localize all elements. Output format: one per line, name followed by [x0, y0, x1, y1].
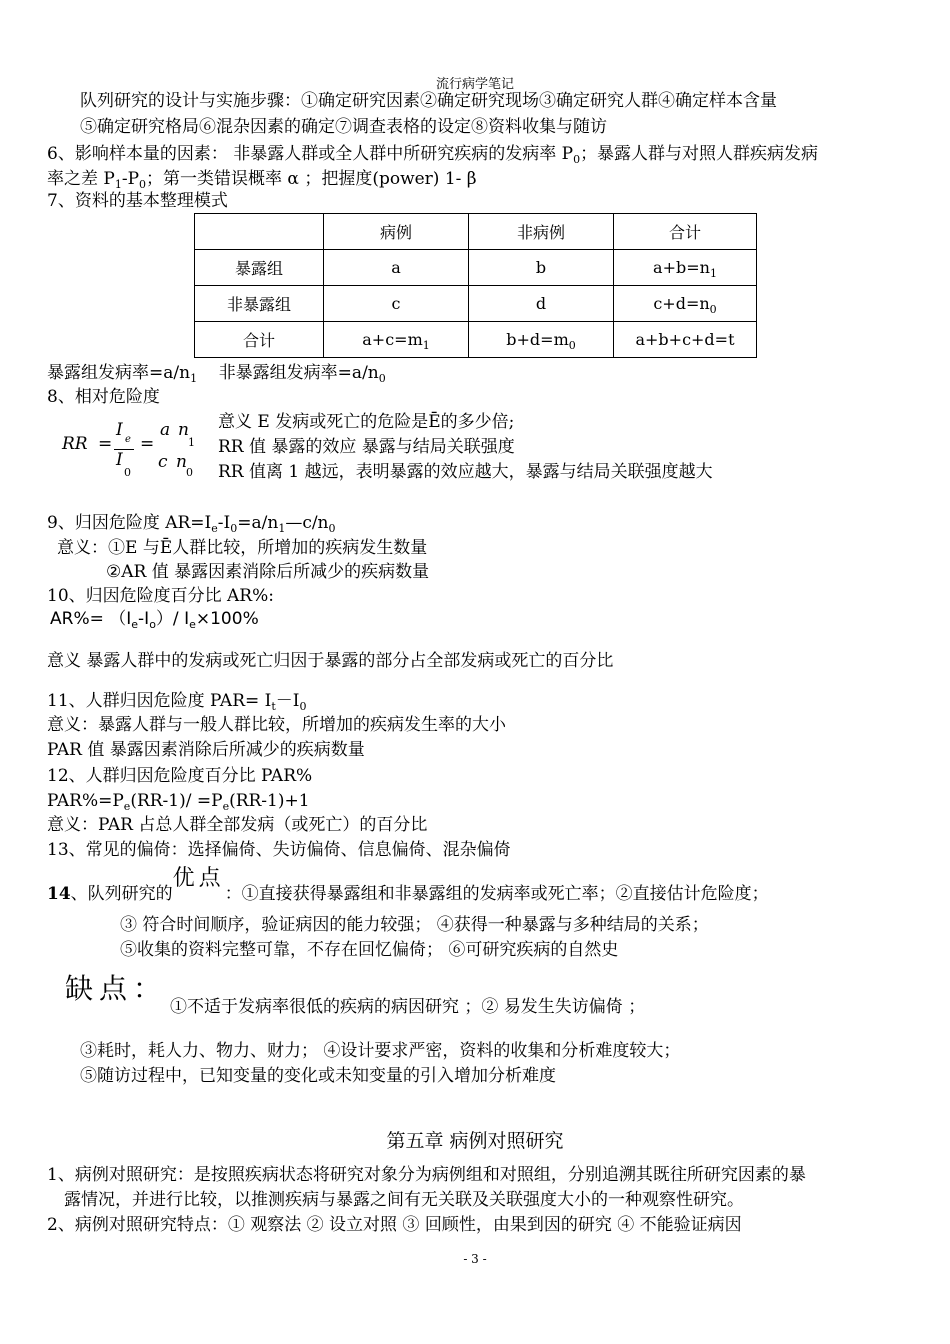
table-cell: d [469, 286, 614, 322]
rr-meaning-3: RR 值离 1 越远，表明暴露的效应越大，暴露与结局关联强度越大 [218, 462, 713, 482]
item-14-line-1: 14、队列研究的优点：①直接获得暴露组和非暴露组的发病率或死亡率；②直接估计危险度； [47, 866, 769, 904]
table-cell: b [469, 250, 614, 286]
item-8-heading: 8、相对危险度 [47, 387, 160, 407]
chapter5-item-1-line-1: 1、病例对照研究：是按照疾病状态将研究对象分为病例组和对照组，分别追溯其既往所研究因素的暴 [47, 1165, 806, 1185]
rr-meaning-1: 意义 E 发病或死亡的危险是Ē的多少倍; [218, 412, 515, 432]
item-9-meaning-1: 意义：①E 与Ē人群比较，所增加的疾病发生数量 [57, 538, 428, 558]
item-9-heading: 9、归因危险度 $AR=I_e-I_0=a/n_1—c/n_0$ [47, 513, 336, 535]
item-6-line-1: 6、影响样本量的因素： 非暴露人群或全人群中所研究疾病的发病率 $P_0$；暴露人群与对照人群疾病发病 [47, 144, 819, 166]
table-row [195, 286, 757, 322]
disadvantages-heading: 缺点： [65, 972, 168, 1005]
table-cell: 合计 [195, 322, 324, 358]
table-cell: $a+c=m_1$ [324, 322, 469, 358]
item-11-meaning-2: PAR 值 暴露因素消除后所减少的疾病数量 [47, 740, 365, 760]
data-table [194, 213, 757, 358]
table-header-cell [195, 214, 324, 250]
table-cell: $c+d=n_0$ [614, 286, 757, 322]
item-11-heading: 11、人群归因危险度 $PAR= I_t-I_0$ [47, 691, 307, 713]
rr-formula: RR = I e I 0 = a n 1 c n 0 [62, 420, 195, 479]
table-row [195, 250, 757, 286]
table-row [195, 322, 757, 358]
page-number: - 3 - [463, 1252, 487, 1266]
item-10-meaning: 意义 暴露人群中的发病或死亡归因于暴露的部分占全部发病或死亡的百分比 [47, 651, 614, 671]
table-header-cell: 合计 [614, 214, 757, 250]
item-12-meaning: 意义：PAR 占总人群全部发病（或死亡）的百分比 [47, 815, 428, 835]
chapter5-item-1-line-2: 露情况，并进行比较，以推测疾病与暴露之间有无关联及关联强度大小的一种观察性研究。 [64, 1190, 744, 1210]
par-percent-formula: $PAR\%=P_e(RR-1)/ =P_e(RR-1)+1$ [47, 791, 310, 813]
item-10-heading: 10、归因危险度百分比 AR%: [47, 586, 274, 606]
chapter5-item-2-line: 2、病例对照研究特点：① 观察法 ② 设立对照 ③ 回顾性，由果到因的研究 ④ 不能验证病因 [47, 1215, 742, 1235]
rr-meaning-2: RR 值 暴露的效应 暴露与结局关联强度 [218, 437, 515, 457]
ar-percent-formula: $AR\%= (I_e-I_o)/$ $I_e\times 100\%$ [50, 609, 259, 631]
table-cell: 暴露组 [195, 250, 324, 286]
item-14-line-3: ⑤收集的资料完整可靠，不存在回忆偏倚； ⑥可研究疾病的自然史 [120, 940, 619, 960]
table-cell: $b+d=m_0$ [469, 322, 614, 358]
table-cell: a [324, 250, 469, 286]
rates-line: 暴露组发病率$=a/n_1$ 非暴露组发病率$=a/n_0$ [47, 363, 386, 385]
steps-line-1: 队列研究的设计与实施步骤：①确定研究因素②确定研究现场③确定研究人群④确定样本含量 [80, 91, 777, 111]
table-cell: $a+b=n_1$ [614, 250, 757, 286]
table-cell: c [324, 286, 469, 322]
disadvantages-line-1: ①不适于发病率很低的疾病的病因研究 ；② 易发生失访偏倚 ； [170, 997, 646, 1017]
item-11-meaning-1: 意义：暴露人群与一般人群比较，所增加的疾病发生率的大小 [47, 715, 506, 735]
item-13-line: 13、常见的偏倚：选择偏倚、失访偏倚、信息偏倚、混杂偏倚 [47, 840, 511, 860]
disadvantages-line-3: ⑤随访过程中，已知变量的变化或未知变量的引入增加分析难度 [80, 1066, 556, 1086]
item-9-meaning-2: ②AR 值 暴露因素消除后所减少的疾病数量 [106, 562, 430, 582]
item-6-line-2: 率之差 $P_1-P_0$；第一类错误概率 α ；把握度(power) 1- β [47, 169, 477, 191]
page-header: 流行病学笔记 [435, 77, 514, 92]
table-cell: 非暴露组 [195, 286, 324, 322]
disadvantages-line-2: ③耗时，耗人力、物力、财力； ④设计要求严密，资料的收集和分析难度较大； [80, 1041, 681, 1061]
table-header-cell: 病例 [324, 214, 469, 250]
item-12-heading: 12、人群归因危险度百分比 PAR% [47, 766, 313, 786]
steps-line-2: ⑤确定研究格局⑥混杂因素的确定⑦调查表格的设定⑧资料收集与随访 [80, 117, 607, 137]
table-cell: a+b+c+d=t [614, 322, 757, 358]
item-14-line-2: ③ 符合时间顺序，验证病因的能力较强； ④获得一种暴露与多种结局的关系； [120, 915, 709, 935]
table-header-row [195, 214, 757, 250]
chapter-title: 第五章 病例对照研究 [386, 1130, 564, 1152]
item-7-heading: 7、资料的基本整理模式 [47, 191, 228, 211]
table-header-cell: 非病例 [469, 214, 614, 250]
